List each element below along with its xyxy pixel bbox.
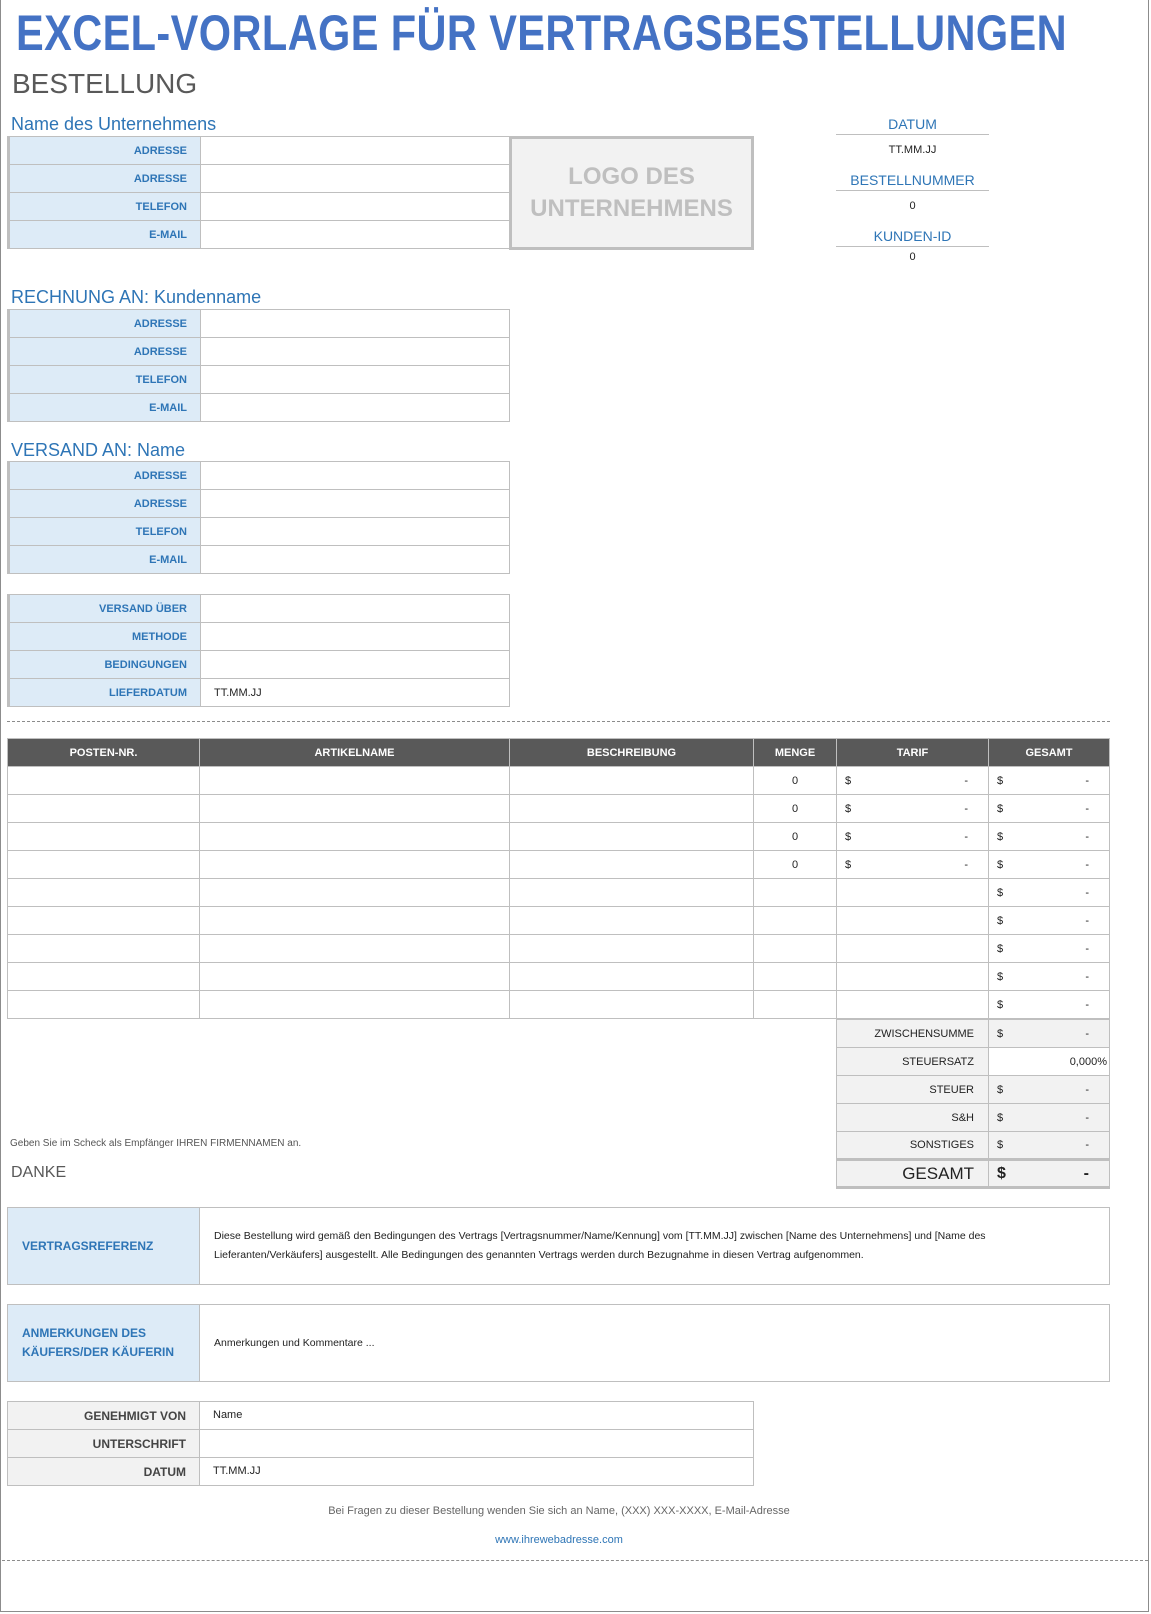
description-cell[interactable]	[510, 879, 754, 907]
item-name-cell[interactable]	[200, 935, 510, 963]
field-value[interactable]	[201, 137, 510, 165]
field-label: TELEFON	[9, 518, 201, 546]
quantity-cell[interactable]: 0	[754, 795, 837, 823]
field-value[interactable]	[201, 651, 510, 679]
shipping-table	[7, 594, 510, 707]
field-label: ADRESSE	[9, 338, 201, 366]
field-value[interactable]	[201, 165, 510, 193]
field-label: BEDINGUNGEN	[9, 651, 201, 679]
field-label: ADRESSE	[9, 165, 201, 193]
line-total-value: -	[1085, 858, 1089, 871]
item-name-cell[interactable]	[200, 767, 510, 795]
field-value[interactable]	[201, 462, 510, 490]
totals-label: STEUERSATZ	[837, 1048, 989, 1076]
item-name-cell[interactable]	[200, 991, 510, 1019]
form-row	[9, 490, 510, 518]
totals-value-cell	[989, 1104, 1110, 1132]
table-row	[8, 851, 1110, 879]
field-value[interactable]	[201, 490, 510, 518]
form-row	[9, 137, 510, 165]
rate-cell[interactable]	[837, 991, 989, 1019]
currency-symbol: $	[997, 774, 1004, 787]
totals-row	[837, 1160, 1110, 1188]
table-row	[8, 879, 1110, 907]
currency-symbol: $	[997, 942, 1004, 955]
customer-id-label: KUNDEN-ID	[836, 228, 989, 247]
currency-symbol: $	[997, 998, 1004, 1011]
line-total-value: -	[1085, 802, 1089, 815]
table-row	[8, 767, 1110, 795]
totals-amount	[989, 1139, 1109, 1151]
line-total-amount	[989, 859, 1109, 871]
item-no-cell[interactable]	[8, 767, 200, 795]
line-total-value: -	[1085, 830, 1089, 843]
item-name-cell[interactable]	[200, 907, 510, 935]
line-total-cell	[989, 963, 1110, 991]
totals-label: STEUER	[837, 1076, 989, 1104]
description-cell[interactable]	[510, 795, 754, 823]
line-total-cell	[989, 879, 1110, 907]
description-cell[interactable]	[510, 991, 754, 1019]
col-rate: TARIF	[837, 739, 989, 767]
field-value[interactable]	[201, 338, 510, 366]
totals-value: -	[1085, 1027, 1089, 1040]
form-row	[9, 518, 510, 546]
form-row	[9, 193, 510, 221]
form-row	[9, 338, 510, 366]
item-no-cell[interactable]	[8, 795, 200, 823]
line-total-cell	[989, 935, 1110, 963]
form-row	[9, 366, 510, 394]
rate-amount	[837, 803, 988, 815]
line-total-amount	[989, 971, 1109, 983]
item-no-cell[interactable]	[8, 963, 200, 991]
rate-cell[interactable]	[837, 851, 989, 879]
line-total-amount	[989, 831, 1109, 843]
form-row	[9, 546, 510, 574]
line-total-amount	[989, 915, 1109, 927]
totals-label: ZWISCHENSUMME	[837, 1020, 989, 1048]
field-label: TELEFON	[9, 193, 201, 221]
totals-row	[837, 1104, 1110, 1132]
table-row	[8, 823, 1110, 851]
description-cell[interactable]	[510, 851, 754, 879]
rate-cell[interactable]	[837, 767, 989, 795]
currency-symbol: $	[845, 774, 852, 787]
bottom-divider	[2, 1560, 1148, 1561]
line-total-amount	[989, 803, 1109, 815]
quantity-cell[interactable]	[754, 907, 837, 935]
totals-value-cell	[989, 1020, 1110, 1048]
approval-date-label: DATUM	[8, 1458, 200, 1486]
contract-reference-label: VERTRAGSREFERENZ	[8, 1208, 200, 1284]
table-row	[8, 795, 1110, 823]
field-label: TELEFON	[9, 366, 201, 394]
rate-cell[interactable]	[837, 823, 989, 851]
quantity-cell[interactable]	[754, 991, 837, 1019]
line-total-cell	[989, 795, 1110, 823]
rate-amount	[837, 775, 988, 787]
rate-value: -	[964, 830, 968, 843]
col-quantity: MENGE	[754, 739, 837, 767]
currency-symbol: $	[997, 970, 1004, 983]
currency-symbol: $	[997, 1139, 1004, 1151]
line-total-cell	[989, 767, 1110, 795]
check-note: Geben Sie im Scheck als Empfänger IHREN FIRMENNAMEN an.	[10, 1138, 302, 1149]
quantity-cell[interactable]: 0	[754, 823, 837, 851]
totals-value-cell	[989, 1132, 1110, 1160]
totals-amount	[989, 1028, 1109, 1040]
quantity-cell[interactable]: 0	[754, 851, 837, 879]
field-label: METHODE	[9, 623, 201, 651]
totals-label: S&H	[837, 1104, 989, 1132]
form-row	[9, 679, 510, 707]
description-cell[interactable]	[510, 935, 754, 963]
col-item-name: ARTIKELNAME	[200, 739, 510, 767]
company-name[interactable]: Name des Unternehmens	[11, 114, 217, 134]
item-no-cell[interactable]	[8, 823, 200, 851]
rate-cell[interactable]	[837, 795, 989, 823]
currency-symbol: $	[997, 1164, 1006, 1182]
totals-row	[837, 1132, 1110, 1160]
field-value[interactable]	[201, 546, 510, 574]
field-value[interactable]	[201, 518, 510, 546]
rate-cell[interactable]	[837, 935, 989, 963]
table-row	[8, 935, 1110, 963]
ship-to-table	[7, 461, 510, 574]
item-name-cell[interactable]	[200, 795, 510, 823]
field-value[interactable]	[201, 193, 510, 221]
line-total-amount	[989, 775, 1109, 787]
buyer-remarks-text[interactable]: Anmerkungen und Kommentare ...	[214, 1336, 375, 1349]
rate-value: -	[964, 774, 968, 787]
field-value[interactable]: TT.MM.JJ	[201, 679, 510, 707]
contract-reference-text[interactable]: Diese Bestellung wird gemäß den Bedingungen des Vertrags [Vertragsnummer/Name/Kennung] vom [TT.MM.JJ] zwischen [Name des Unternehmens] und [Name des Lieferanten/Verkäufers] ausgestellt. Alle Bedingungen des genannten Vertrags werden durch Bezugnahme in diesen Vertrag aufgenommen.	[214, 1230, 986, 1261]
item-name-cell[interactable]	[200, 879, 510, 907]
currency-symbol: $	[845, 858, 852, 871]
contract-reference	[7, 1207, 1110, 1285]
currency-symbol: $	[997, 802, 1004, 815]
items-table	[7, 738, 1110, 1019]
currency-symbol: $	[845, 830, 852, 843]
page-title: EXCEL-VORLAGE FÜR VERTRAGSBESTELLUNGEN	[16, 5, 1068, 61]
rate-amount	[837, 859, 988, 871]
totals-value-cell	[989, 1076, 1110, 1104]
line-total-value: -	[1085, 774, 1089, 787]
currency-symbol: $	[997, 1083, 1004, 1096]
line-total-amount	[989, 999, 1109, 1011]
form-row	[9, 165, 510, 193]
item-no-cell[interactable]	[8, 991, 200, 1019]
date-value[interactable]: TT.MM.JJ	[888, 144, 937, 156]
totals-value-cell	[989, 1160, 1110, 1188]
table-row	[8, 963, 1110, 991]
field-value[interactable]	[201, 595, 510, 623]
currency-symbol: $	[997, 914, 1004, 927]
description-cell[interactable]	[510, 907, 754, 935]
totals-value-cell[interactable]	[989, 1048, 1110, 1076]
line-total-value: -	[1085, 914, 1089, 927]
field-label: ADRESSE	[9, 462, 201, 490]
rate-value: -	[964, 858, 968, 871]
form-row	[9, 394, 510, 422]
approved-by-value[interactable]: Name	[200, 1402, 754, 1430]
table-row	[8, 907, 1110, 935]
rate-cell[interactable]	[837, 963, 989, 991]
line-total-value: -	[1085, 886, 1089, 899]
field-value[interactable]	[201, 310, 510, 338]
divider	[7, 721, 1110, 722]
item-name-cell[interactable]	[200, 963, 510, 991]
col-total: GESAMT	[989, 739, 1110, 767]
description-cell[interactable]	[510, 767, 754, 795]
currency-symbol: $	[997, 1111, 1004, 1124]
field-label: E-MAIL	[9, 221, 201, 249]
bill-to-table	[7, 309, 510, 422]
line-total-value: -	[1085, 998, 1089, 1011]
field-label: E-MAIL	[9, 546, 201, 574]
totals-value: -	[1085, 1139, 1089, 1151]
totals-row	[837, 1076, 1110, 1104]
footer-website-link[interactable]: www.ihrewebadresse.com	[495, 1534, 623, 1546]
line-total-cell	[989, 851, 1110, 879]
description-cell[interactable]	[510, 963, 754, 991]
quantity-cell[interactable]: 0	[754, 767, 837, 795]
totals-row	[837, 1020, 1110, 1048]
totals-label: SONSTIGES	[837, 1132, 989, 1160]
item-name-cell[interactable]	[200, 823, 510, 851]
field-value[interactable]	[201, 221, 510, 249]
line-total-amount	[989, 943, 1109, 955]
approval-table	[7, 1401, 754, 1486]
thanks-text: DANKE	[11, 1164, 67, 1181]
currency-symbol: $	[997, 1027, 1004, 1040]
line-total-cell	[989, 907, 1110, 935]
item-name-cell[interactable]	[200, 851, 510, 879]
line-total-value: -	[1085, 942, 1089, 955]
rate-cell[interactable]	[837, 879, 989, 907]
totals-row	[837, 1048, 1110, 1076]
totals-value: -	[1085, 1111, 1089, 1124]
description-cell[interactable]	[510, 823, 754, 851]
rate-value: -	[964, 802, 968, 815]
currency-symbol: $	[997, 858, 1004, 871]
form-row	[9, 595, 510, 623]
totals-label: GESAMT	[837, 1160, 989, 1188]
customer-id-value[interactable]: 0	[909, 251, 916, 263]
form-row	[9, 623, 510, 651]
quantity-cell[interactable]	[754, 879, 837, 907]
quantity-cell[interactable]	[754, 963, 837, 991]
table-row	[8, 991, 1110, 1019]
totals-amount	[989, 1165, 1109, 1183]
tax-rate-value[interactable]: 0,000%	[1069, 1055, 1107, 1068]
buyer-remarks-label: ANMERKUNGEN DES KÄUFERS/DER KÄUFERIN	[8, 1305, 200, 1381]
field-label: ADRESSE	[9, 137, 201, 165]
col-item-no: POSTEN-NR.	[8, 739, 200, 767]
currency-symbol: $	[997, 830, 1004, 843]
company-table	[7, 136, 510, 249]
line-total-amount	[989, 887, 1109, 899]
totals-amount	[989, 1084, 1109, 1096]
item-no-cell[interactable]	[8, 935, 200, 963]
line-total-cell	[989, 991, 1110, 1019]
quantity-cell[interactable]	[754, 935, 837, 963]
line-total-cell	[989, 823, 1110, 851]
buyer-remarks	[7, 1304, 1110, 1382]
totals-value: -	[1085, 1083, 1089, 1096]
bill-to-heading[interactable]: RECHNUNG AN: Kundenname	[11, 287, 262, 307]
totals-table	[836, 1019, 1110, 1189]
item-no-cell[interactable]	[8, 879, 200, 907]
rate-cell[interactable]	[837, 907, 989, 935]
field-label: ADRESSE	[9, 310, 201, 338]
rate-amount	[837, 831, 988, 843]
field-value[interactable]	[201, 623, 510, 651]
field-label: LIEFERDATUM	[9, 679, 201, 707]
field-label: E-MAIL	[9, 394, 201, 422]
form-row	[9, 651, 510, 679]
currency-symbol: $	[997, 886, 1004, 899]
order-number-value[interactable]: 0	[909, 200, 916, 212]
item-no-cell[interactable]	[8, 851, 200, 879]
currency-symbol: $	[845, 802, 852, 815]
page-subtitle: BESTELLUNG	[12, 68, 198, 99]
item-no-cell[interactable]	[8, 907, 200, 935]
field-label: ADRESSE	[9, 490, 201, 518]
totals-amount	[989, 1112, 1109, 1124]
field-label: VERSAND ÜBER	[9, 595, 201, 623]
form-row	[9, 221, 510, 249]
approved-by-label: GENEHMIGT VON	[8, 1402, 200, 1430]
signature-label: UNTERSCHRIFT	[8, 1430, 200, 1458]
order-number-label: BESTELLNUMMER	[836, 172, 989, 191]
ship-to-heading[interactable]: VERSAND AN: Name	[11, 440, 186, 460]
line-total-value: -	[1085, 970, 1089, 983]
signature-value[interactable]	[200, 1430, 754, 1458]
totals-value: -	[1083, 1164, 1089, 1182]
approval-date-value[interactable]: TT.MM.JJ	[200, 1458, 754, 1486]
field-value[interactable]	[201, 366, 510, 394]
form-row	[9, 310, 510, 338]
date-label: DATUM	[836, 116, 989, 135]
company-logo-placeholder[interactable]: LOGO DES UNTERNEHMENS	[509, 136, 754, 250]
col-description: BESCHREIBUNG	[510, 739, 754, 767]
footer-contact: Bei Fragen zu dieser Bestellung wenden Sie sich an Name, (XXX) XXX-XXXX, E-Mail-Adresse	[328, 1505, 790, 1517]
field-value[interactable]	[201, 394, 510, 422]
form-row	[9, 462, 510, 490]
